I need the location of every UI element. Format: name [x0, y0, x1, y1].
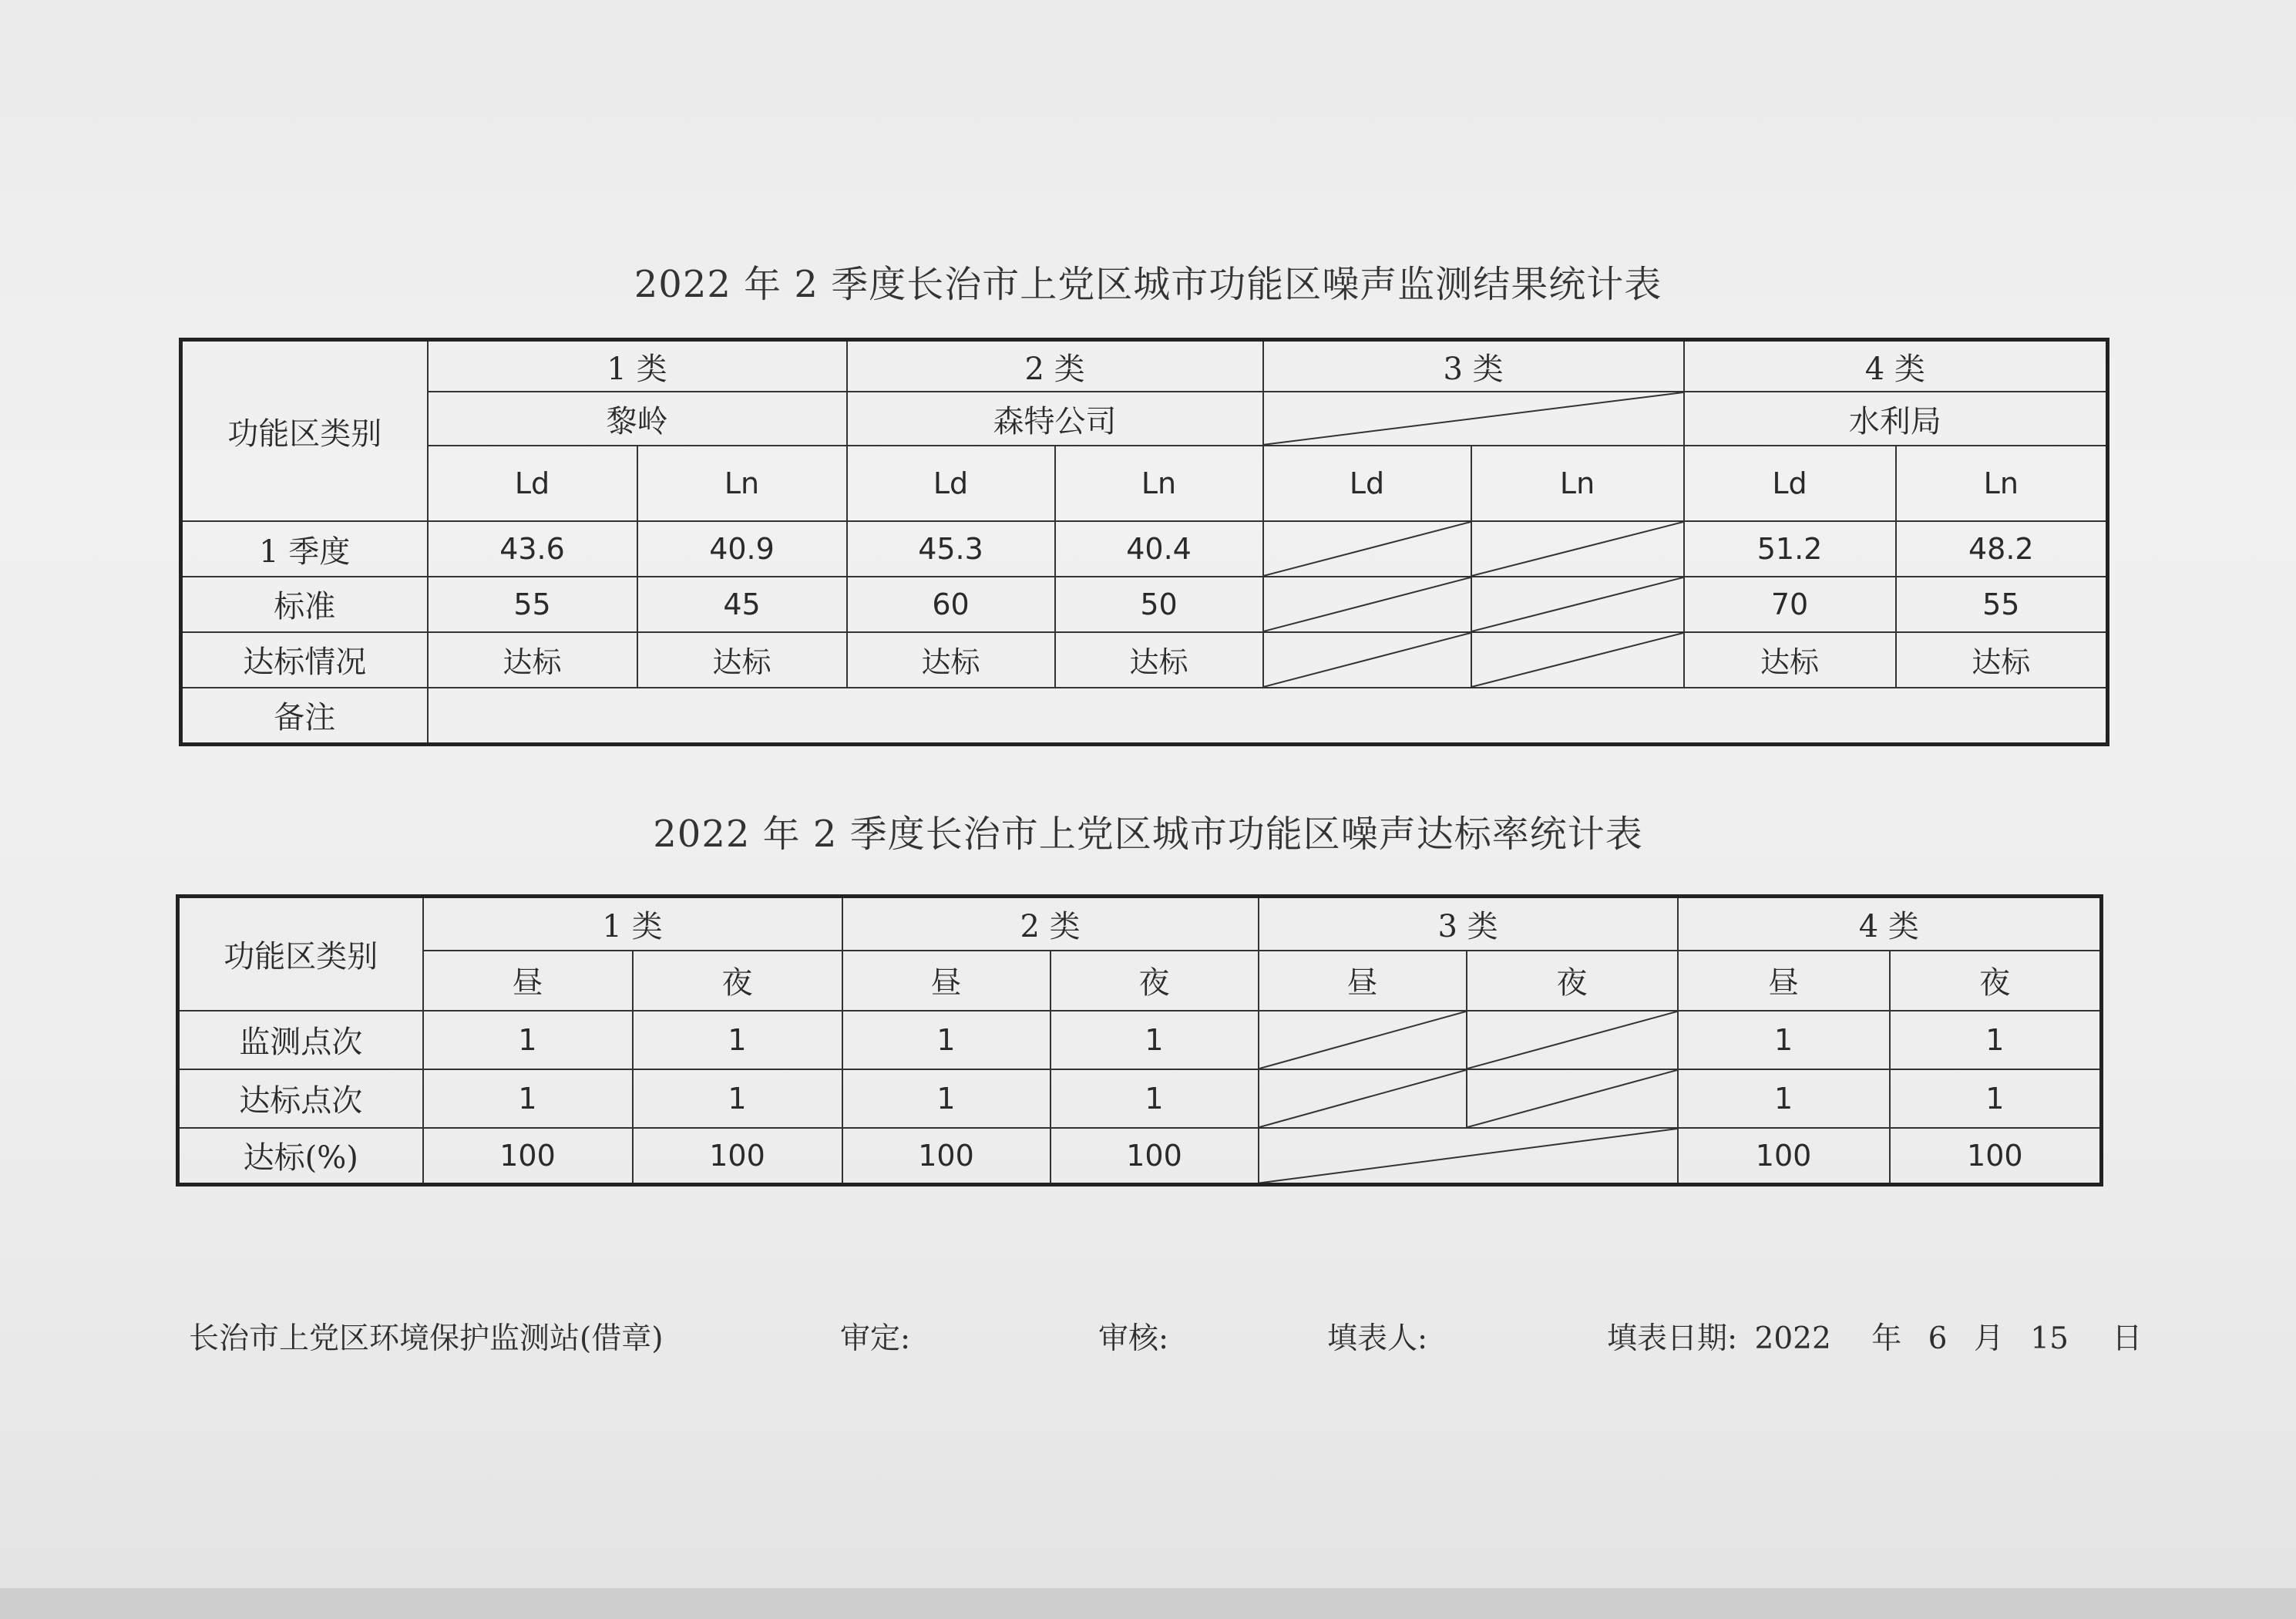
diagonal-strike [1472, 577, 1683, 631]
value-cell: 100 [633, 1128, 842, 1185]
noise-results-table [179, 338, 2109, 746]
empty-cell [1259, 1128, 1678, 1185]
sub-header: Ln [637, 446, 847, 521]
value-cell: 1 [1678, 1069, 1890, 1128]
sub-header: 夜 [1051, 951, 1259, 1011]
empty-cell [1263, 577, 1471, 632]
value-cell: 100 [1051, 1128, 1259, 1185]
sub-header: 夜 [1467, 951, 1678, 1011]
value-cell: 50 [1055, 577, 1263, 632]
sub-header: 夜 [1890, 951, 2102, 1011]
category-1-header: 1 类 [423, 897, 842, 951]
year-char: 年 [1871, 1321, 1902, 1356]
value-cell: 45.3 [847, 521, 1055, 577]
row-header-label: 功能区类别 [178, 897, 423, 1011]
value-cell: 达标 [847, 632, 1055, 688]
table-row [178, 1069, 2102, 1128]
site-1-name: 黎岭 [428, 392, 847, 446]
value-cell: 1 [1890, 1069, 2102, 1128]
category-2-header: 2 类 [847, 340, 1263, 392]
value-cell: 55 [1896, 577, 2108, 632]
sub-header: 昼 [423, 951, 633, 1011]
value-cell: 达标 [428, 632, 637, 688]
empty-cell [1471, 577, 1684, 632]
empty-cell [1471, 632, 1684, 688]
diagonal-strike [1259, 1129, 1677, 1183]
diagonal-strike [1472, 522, 1683, 576]
row-label: 1 季度 [181, 521, 428, 577]
sub-header: 昼 [1678, 951, 1890, 1011]
value-cell: 51.2 [1684, 521, 1896, 577]
table-row [178, 1128, 2102, 1185]
category-3-header: 3 类 [1259, 897, 1678, 951]
day-char: 日 [2112, 1321, 2143, 1356]
row-label: 标准 [181, 577, 428, 632]
date-year: 2022 [1754, 1321, 1831, 1356]
value-cell: 100 [423, 1128, 633, 1185]
category-3-header: 3 类 [1263, 340, 1684, 392]
category-2-header: 2 类 [842, 897, 1259, 951]
empty-cell [1263, 632, 1471, 688]
row-label: 达标点次 [178, 1069, 423, 1128]
row-label: 达标(%) [178, 1128, 423, 1185]
value-cell: 100 [1890, 1128, 2102, 1185]
sub-header: Ld [1263, 446, 1471, 521]
value-cell: 1 [423, 1011, 633, 1069]
sub-header: Ln [1896, 446, 2108, 521]
empty-cell [1471, 521, 1684, 577]
value-cell: 1 [1890, 1011, 2102, 1069]
sub-header: 夜 [633, 951, 842, 1011]
row-header-label: 功能区类别 [181, 340, 428, 522]
diagonal-strike [1467, 1011, 1677, 1069]
value-cell: 70 [1684, 577, 1896, 632]
row-label: 监测点次 [178, 1011, 423, 1069]
value-cell: 达标 [1896, 632, 2108, 688]
value-cell: 1 [1051, 1011, 1259, 1069]
diagonal-strike [1467, 1070, 1677, 1127]
filler-label: 填表人: [1327, 1321, 1428, 1356]
empty-cell [1259, 1069, 1467, 1128]
empty-cell [1467, 1011, 1678, 1069]
compliance-rate-table [176, 894, 2103, 1186]
table-row [181, 632, 2108, 688]
category-1-header: 1 类 [428, 340, 847, 392]
diagonal-strike [1264, 633, 1471, 687]
sub-header: Ld [847, 446, 1055, 521]
value-cell: 45 [637, 577, 847, 632]
diagonal-strike [1264, 522, 1471, 576]
sub-header: Ld [1684, 446, 1896, 521]
station-name: 长治市上党区环境保护监测站(借章) [189, 1321, 664, 1356]
table1-title: 2022 年 2 季度长治市上党区城市功能区噪声监测结果统计表 [634, 263, 1662, 306]
row-label: 达标情况 [181, 632, 428, 688]
value-cell: 达标 [637, 632, 847, 688]
sub-header: Ln [1471, 446, 1684, 521]
value-cell: 40.4 [1055, 521, 1263, 577]
date-day: 15 [2030, 1321, 2069, 1356]
value-cell: 100 [842, 1128, 1051, 1185]
approve-label: 审定: [840, 1321, 911, 1356]
value-cell: 1 [1051, 1069, 1259, 1128]
category-4-header: 4 类 [1684, 340, 2108, 392]
date-label: 填表日期: [1607, 1321, 1738, 1356]
sub-header: 昼 [842, 951, 1051, 1011]
value-cell: 1 [633, 1011, 842, 1069]
empty-cell [1263, 521, 1471, 577]
table-row [181, 521, 2108, 577]
diagonal-strike [1259, 1070, 1466, 1127]
review-label: 审核: [1098, 1321, 1169, 1356]
table2-title: 2022 年 2 季度长治市上党区城市功能区噪声达标率统计表 [653, 813, 1643, 856]
value-cell: 1 [842, 1069, 1051, 1128]
value-cell: 1 [1678, 1011, 1890, 1069]
empty-cell [1259, 1011, 1467, 1069]
diagonal-strike [1264, 392, 1683, 445]
value-cell: 43.6 [428, 521, 637, 577]
value-cell: 40.9 [637, 521, 847, 577]
value-cell: 1 [423, 1069, 633, 1128]
value-cell: 1 [842, 1011, 1051, 1069]
sub-header: Ln [1055, 446, 1263, 521]
value-cell: 60 [847, 577, 1055, 632]
value-cell: 达标 [1055, 632, 1263, 688]
value-cell: 1 [633, 1069, 842, 1128]
diagonal-strike [1472, 633, 1683, 687]
site-4-name: 水利局 [1684, 392, 2108, 446]
diagonal-strike [1264, 577, 1471, 631]
table-row [178, 1011, 2102, 1069]
value-cell: 达标 [1684, 632, 1896, 688]
site-2-name: 森特公司 [847, 392, 1263, 446]
remarks-row [181, 688, 2108, 745]
diagonal-strike [1259, 1011, 1466, 1069]
date-field [1607, 1314, 2142, 1358]
value-cell: 100 [1678, 1128, 1890, 1185]
month-char: 月 [1973, 1321, 2004, 1356]
category-4-header: 4 类 [1678, 897, 2102, 951]
empty-cell [1467, 1069, 1678, 1128]
remarks-value [428, 688, 2108, 745]
sub-header: 昼 [1259, 951, 1467, 1011]
table-row [181, 577, 2108, 632]
date-month: 6 [1928, 1321, 1948, 1356]
value-cell: 55 [428, 577, 637, 632]
remarks-label: 备注 [181, 688, 428, 745]
sub-header: Ld [428, 446, 637, 521]
value-cell: 48.2 [1896, 521, 2108, 577]
site-3-empty [1263, 392, 1684, 446]
